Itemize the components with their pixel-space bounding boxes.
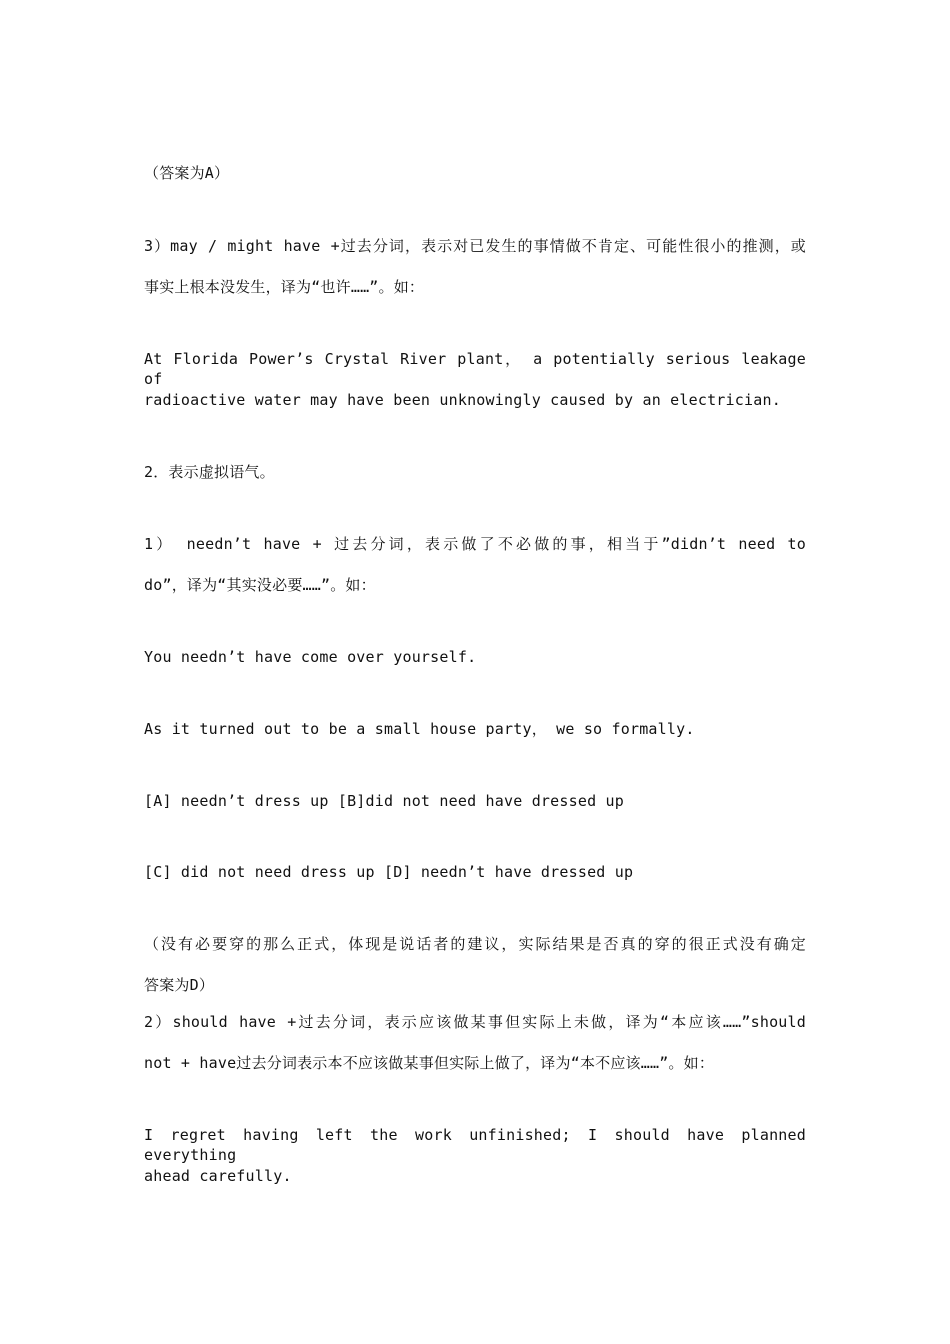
example-regret-line-1: I regret having left the work unfinished; I should have planned everything [144, 1126, 806, 1164]
section-2-heading: 2．表示虚拟语气。 [144, 463, 275, 481]
rule-3-line-1: 3）may / might have +过去分词，表示对已发生的事情做不肯定、可能性很小的推测，或 [144, 237, 806, 255]
rule-2-line-1: 2）should have +过去分词，表示应该做某事但实际上未做，译为“本应该……”should [144, 1013, 806, 1031]
explanation-line-1: （没有必要穿的那么正式，体现是说话者的建议，实际结果是否真的穿的很正式没有确定 [144, 935, 806, 953]
answer-note-d: 答案为D） [144, 976, 215, 994]
answer-note-a: （答案为A） [144, 164, 230, 182]
example-florida-line-1: At Florida Power’s Crystal River plant， a potentially serious leakage of [144, 350, 806, 388]
options-a-b: [A] needn’t dress up [B]did not need have dressed up [144, 792, 624, 810]
rule-1-line-2: do”，译为“其实没必要……”。如： [144, 576, 376, 594]
example-neednt: You needn’t have come over yourself. [144, 648, 477, 666]
question-house-party: As it turned out to be a small house party， we so formally. [144, 720, 695, 738]
example-regret-line-2: ahead carefully. [144, 1167, 292, 1185]
rule-1-line-1: 1） needn’t have + 过去分词，表示做了不必做的事，相当于”didn’t need to [144, 535, 806, 553]
options-c-d: [C] did not need dress up [D] needn’t have dressed up [144, 863, 634, 881]
rule-3-line-2: 事实上根本没发生，译为“也许……”。如： [144, 278, 425, 296]
rule-2-line-2: not + have过去分词表示本不应该做某事但实际上做了，译为“本不应该……”。如： [144, 1054, 715, 1072]
example-florida-line-2: radioactive water may have been unknowingly caused by an electrician. [144, 391, 781, 409]
